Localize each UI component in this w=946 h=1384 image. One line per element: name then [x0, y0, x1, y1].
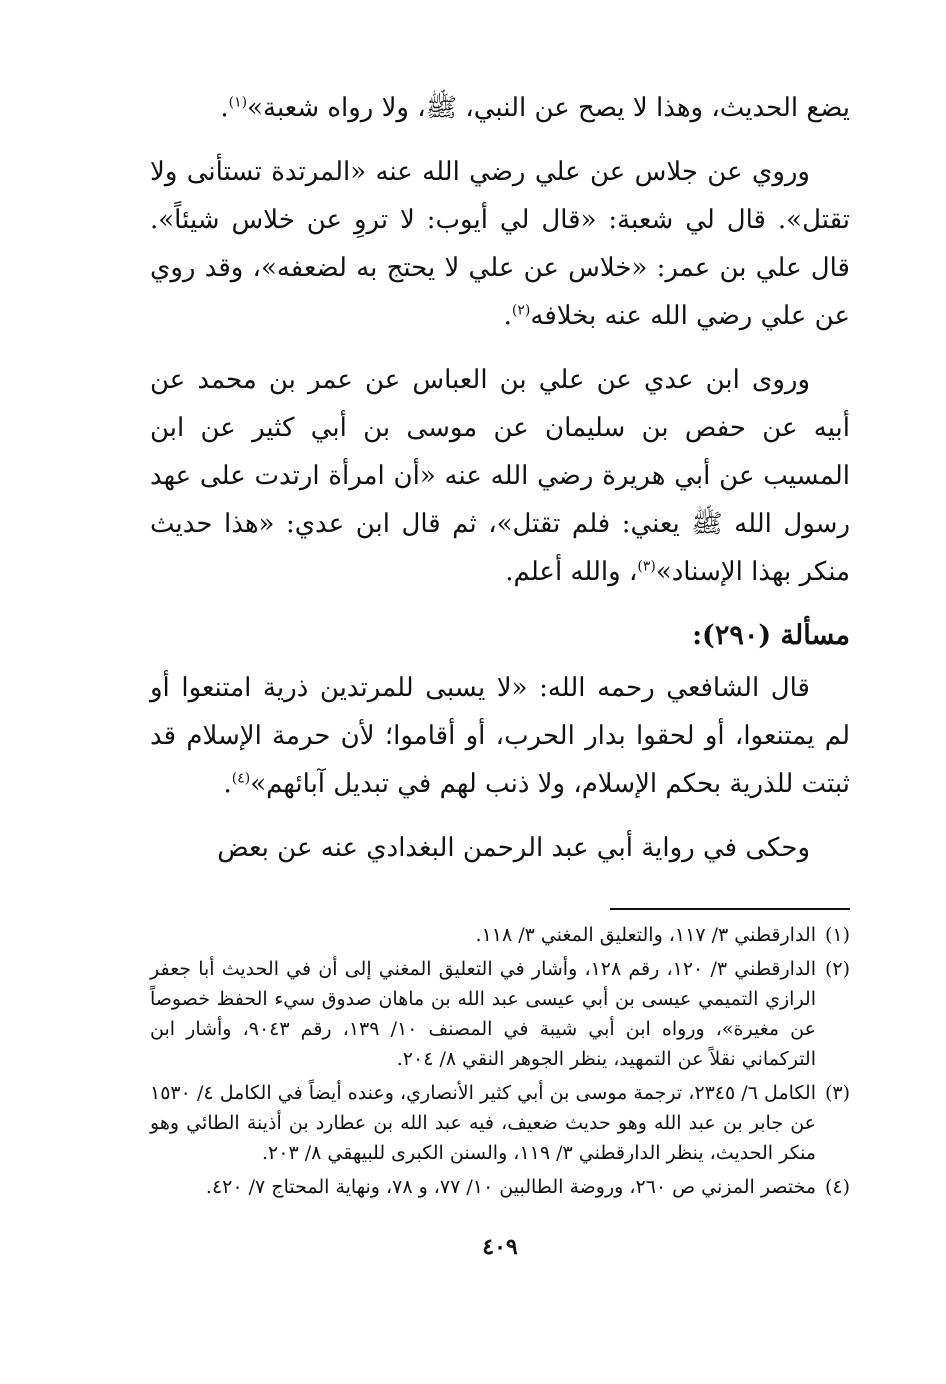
footnote-2: (٢) الدارقطني ٣/ ١٢٠، رقم ١٢٨، وأشار في التعليق المغني إلى أن في الحديث أبا جعفر الرازي التميمي عيسى بن أبي عيسى عبد الله بن ماهان صدوق سيء الحفظ خصوصاً عن مغيرة»، ورواه ابن أبي شيبة في المصنف ١٠/ ١٣٩، رقم ٩٠٤٣، وأشار ابن التركماني نقلاً عن التمهيد، ينظر الجوهر النقي ٨/ ٢٠٤. — [150, 958, 850, 1070]
footnote-ref-4: (٤) — [231, 770, 251, 787]
body-paragraph-2: وروي عن جلاس عن علي رضي الله عنه «المرتدة تستأنى ولا تقتل». قال لي شعبة: «قال لي أيوب: لا تروِ عن خلاس شيئاً». قال علي بن عمر: «خلاس عن علي لا يحتج به لضعفه»، وقد روي عن علي رضي الله عنه بخلافه$^{(٢)}$. — [150, 157, 850, 331]
body-paragraph-5: وحكى في رواية أبي عبد الرحمن البغدادي عنه عن بعض — [217, 833, 810, 863]
footnote-3: (٣) الكامل ٦/ ٢٣٤٥، ترجمة موسى بن أبي كثير الأنصاري، وعنده أيضاً في الكامل ٤/ ١٥٣٠ عن جابر بن عبد الله وهو حديث ضعيف، فيه عبد الله بن عطارد بن أذينة الطائي وهو منكر الحديث، ينظر الدارقطني ٣/ ١١٩، والسنن الكبرى للبيهقي ٨/ ٢٠٣. — [150, 1082, 850, 1164]
footnote-ref-2: (٢) — [511, 302, 531, 319]
footnote-1: (١) الدارقطني ٣/ ١١٧، والتعليق المغني ٣/ ١١٨. — [475, 924, 850, 946]
page-number: ٤٠٩ — [482, 1234, 518, 1260]
book-page — [150, 84, 850, 1260]
footnote-4: (٤) مختصر المزني ص ٢٦٠، وروضة الطالبين ١٠/ ٧٧، و ٧٨، ونهاية المحتاج ٧/ ٤٢٠. — [205, 1176, 850, 1198]
footnote-ref-3: (٣) — [637, 558, 656, 575]
section-heading: مسألة (٢٩٠): — [692, 620, 850, 651]
body-paragraph-3: وروى ابن عدي عن علي بن العباس عن عمر بن محمد عن أبيه عن حفص بن سليمان عن موسى بن أبي كثير عن ابن المسيب عن أبي هريرة رضي الله عنه «أن امرأة ارتدت على عهد رسول الله ﷺ يعني: فلم تقتل»، ثم قال ابن عدي: «هذا حديث منكر بهذا الإسناد»$^{(٣)}$، والله أعلم. — [150, 365, 850, 587]
footnote-ref-1: (١) — [228, 94, 248, 111]
body-paragraph-4: قال الشافعي رحمه الله: «لا يسبى للمرتدين ذرية امتنعوا أو لم يمتنعوا، أو لحقوا بدار الحرب، أو أقاموا؛ لأن حرمة الإسلام قد ثبتت للذرية بحكم الإسلام، ولا ذنب لهم في تبديل آبائهم»$^{(٤)}$. — [150, 673, 850, 799]
footnote-divider — [610, 908, 850, 910]
body-paragraph-1: يضع الحديث، وهذا لا يصح عن النبي، ﷺ، ولا رواه شعبة»$^{(١)}$. — [220, 93, 850, 123]
